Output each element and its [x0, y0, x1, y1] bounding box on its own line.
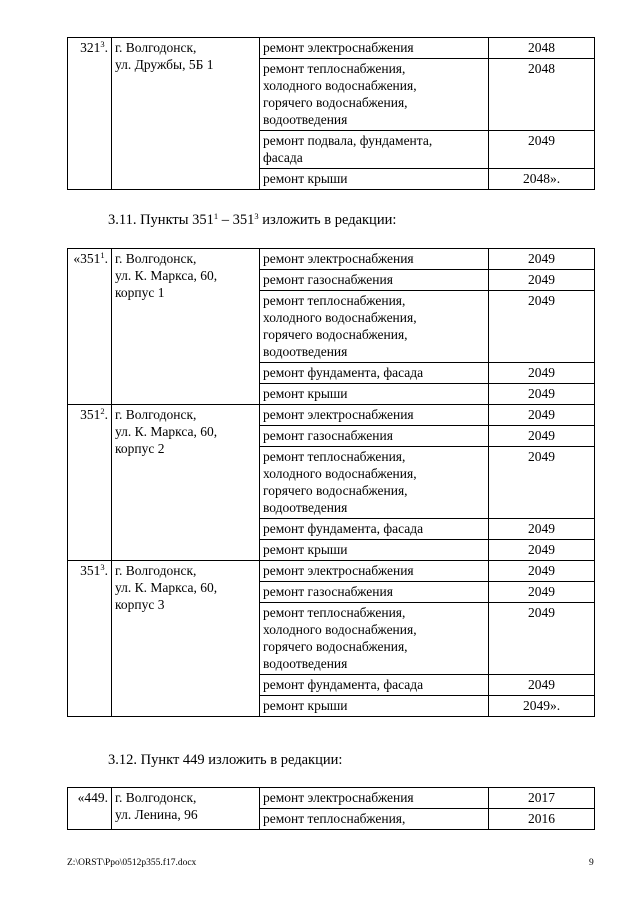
table-row — [68, 561, 595, 582]
work-type-cell — [260, 38, 489, 59]
year-cell: 2049 — [489, 675, 595, 696]
work-type-line: холодного водоснабжения, — [263, 78, 417, 93]
work-type-line: ремонт электроснабжения — [263, 563, 414, 578]
work-type-line: ремонт крыши — [263, 386, 348, 401]
work-type-line: ремонт теплоснабжения, — [263, 61, 406, 76]
year-cell: 2049 — [489, 561, 595, 582]
work-type-line: водоотведения — [263, 500, 348, 515]
work-type-line: водоотведения — [263, 656, 348, 671]
work-type-cell — [260, 249, 489, 270]
year-cell: 2048 — [489, 59, 595, 131]
work-type-line: ремонт электроснабжения — [263, 407, 414, 422]
work-type-line: ремонт крыши — [263, 698, 348, 713]
work-type-line: холодного водоснабжения, — [263, 310, 417, 325]
work-type-line: водоотведения — [263, 344, 348, 359]
year-cell: 2016 — [489, 809, 595, 830]
paragraph-3-11-sup-2: 3 — [254, 211, 259, 221]
work-type-cell — [260, 540, 489, 561]
address-line: г. Волгодонск, — [115, 790, 197, 805]
year-cell: 2048». — [489, 169, 595, 190]
work-type-cell — [260, 131, 489, 169]
work-type-line: ремонт теплоснабжения, — [263, 449, 406, 464]
work-type-cell — [260, 788, 489, 809]
item-number-suffix: . — [104, 407, 108, 422]
work-type-line: фасада — [263, 150, 303, 165]
paragraph-3-11 — [108, 212, 396, 229]
work-type-line: ремонт крыши — [263, 171, 348, 186]
work-type-cell — [260, 582, 489, 603]
work-type-line: горячего водоснабжения, — [263, 95, 408, 110]
work-type-line: холодного водоснабжения, — [263, 466, 417, 481]
work-type-line: ремонт электроснабжения — [263, 251, 414, 266]
year-cell: 2049 — [489, 131, 595, 169]
table-row — [68, 38, 595, 59]
work-type-line: водоотведения — [263, 112, 348, 127]
year-cell: 2049 — [489, 249, 595, 270]
address-cell — [112, 38, 260, 190]
address-line: ул. К. Маркса, 60, — [115, 268, 218, 283]
year-cell: 2049 — [489, 363, 595, 384]
work-type-line: горячего водоснабжения, — [263, 327, 408, 342]
work-type-line: ремонт теплоснабжения, — [263, 293, 406, 308]
work-type-line: ремонт крыши — [263, 542, 348, 557]
address-cell — [112, 405, 260, 561]
year-cell: 2048 — [489, 38, 595, 59]
item-number-suffix: . — [104, 251, 108, 266]
year-cell: 2049 — [489, 270, 595, 291]
work-type-line: горячего водоснабжения, — [263, 483, 408, 498]
work-type-line: ремонт газоснабжения — [263, 272, 393, 287]
work-type-cell — [260, 561, 489, 582]
work-type-line: ремонт фундамента, фасада — [263, 677, 424, 692]
item-number: 351 — [80, 407, 101, 422]
item-number: «351 — [73, 251, 101, 266]
address-line: корпус 1 — [115, 285, 165, 300]
repair-table-1 — [67, 37, 595, 190]
address-cell — [112, 249, 260, 405]
repair-table-2 — [67, 248, 595, 717]
year-cell: 2049 — [489, 291, 595, 363]
year-cell: 2049 — [489, 540, 595, 561]
year-cell: 2049 — [489, 519, 595, 540]
work-type-line: ремонт теплоснабжения, — [263, 605, 406, 620]
work-type-line: холодного водоснабжения, — [263, 622, 417, 637]
item-number-cell — [68, 405, 112, 561]
address-line: корпус 3 — [115, 597, 165, 612]
repair-table-3 — [67, 787, 595, 830]
address-line: ул. К. Маркса, 60, — [115, 580, 218, 595]
footer-file-path: Z:\ORST\Ppo\0512p355.f17.docx — [67, 858, 197, 868]
table-row — [68, 249, 595, 270]
work-type-cell — [260, 270, 489, 291]
item-number: «449. — [77, 790, 108, 805]
address-line: ул. Дружбы, 5Б 1 — [115, 57, 214, 72]
item-number-suffix: . — [104, 563, 108, 578]
item-number-cell — [68, 38, 112, 190]
paragraph-3-11-part-b: – 351 — [218, 212, 255, 228]
year-cell: 2049 — [489, 447, 595, 519]
work-type-cell — [260, 675, 489, 696]
address-cell — [112, 561, 260, 717]
work-type-line: ремонт фундамента, фасада — [263, 365, 424, 380]
address-line: г. Волгодонск, — [115, 407, 197, 422]
address-line: г. Волгодонск, — [115, 563, 197, 578]
work-type-cell — [260, 59, 489, 131]
work-type-line: ремонт подвала, фундамента, — [263, 133, 433, 148]
year-cell: 2049». — [489, 696, 595, 717]
work-type-line: ремонт фундамента, фасада — [263, 521, 424, 536]
address-cell — [112, 788, 260, 830]
work-type-line: ремонт электроснабжения — [263, 790, 414, 805]
work-type-cell — [260, 447, 489, 519]
item-number-suffix: . — [104, 40, 108, 55]
address-line: корпус 2 — [115, 441, 165, 456]
paragraph-3-11-sup-1: 1 — [213, 211, 219, 221]
work-type-line: ремонт газоснабжения — [263, 428, 393, 443]
year-cell: 2049 — [489, 603, 595, 675]
item-number-superscript: 3 — [100, 562, 105, 572]
work-type-cell — [260, 363, 489, 384]
table-row — [68, 405, 595, 426]
year-cell: 2049 — [489, 384, 595, 405]
work-type-cell — [260, 384, 489, 405]
item-number-superscript: 1 — [100, 250, 105, 260]
year-cell: 2017 — [489, 788, 595, 809]
work-type-cell — [260, 696, 489, 717]
paragraph-3-11-part-a: 3.11. Пункты 351 — [108, 212, 214, 228]
item-number-cell — [68, 561, 112, 717]
work-type-line: горячего водоснабжения, — [263, 639, 408, 654]
table-row — [68, 788, 595, 809]
work-type-cell — [260, 291, 489, 363]
item-number-cell — [68, 249, 112, 405]
work-type-line: ремонт теплоснабжения, — [263, 811, 406, 826]
address-line: г. Волгодонск, — [115, 251, 197, 266]
work-type-cell — [260, 809, 489, 830]
footer-page-number: 9 — [589, 858, 594, 868]
work-type-cell — [260, 603, 489, 675]
work-type-cell — [260, 169, 489, 190]
item-number-superscript: 3 — [100, 39, 105, 49]
work-type-cell — [260, 405, 489, 426]
work-type-line: ремонт электроснабжения — [263, 40, 414, 55]
work-type-line: ремонт газоснабжения — [263, 584, 393, 599]
address-line: ул. К. Маркса, 60, — [115, 424, 218, 439]
year-cell: 2049 — [489, 582, 595, 603]
year-cell: 2049 — [489, 426, 595, 447]
address-line: ул. Ленина, 96 — [115, 807, 198, 822]
paragraph-3-11-part-c: изложить в редакции: — [258, 212, 397, 228]
item-number: 351 — [80, 563, 101, 578]
year-cell: 2049 — [489, 405, 595, 426]
item-number: 321 — [80, 40, 101, 55]
work-type-cell — [260, 426, 489, 447]
paragraph-3-12: 3.12. Пункт 449 изложить в редакции: — [108, 752, 343, 768]
work-type-cell — [260, 519, 489, 540]
item-number-cell — [68, 788, 112, 830]
address-line: г. Волгодонск, — [115, 40, 197, 55]
item-number-superscript: 2 — [100, 406, 105, 416]
